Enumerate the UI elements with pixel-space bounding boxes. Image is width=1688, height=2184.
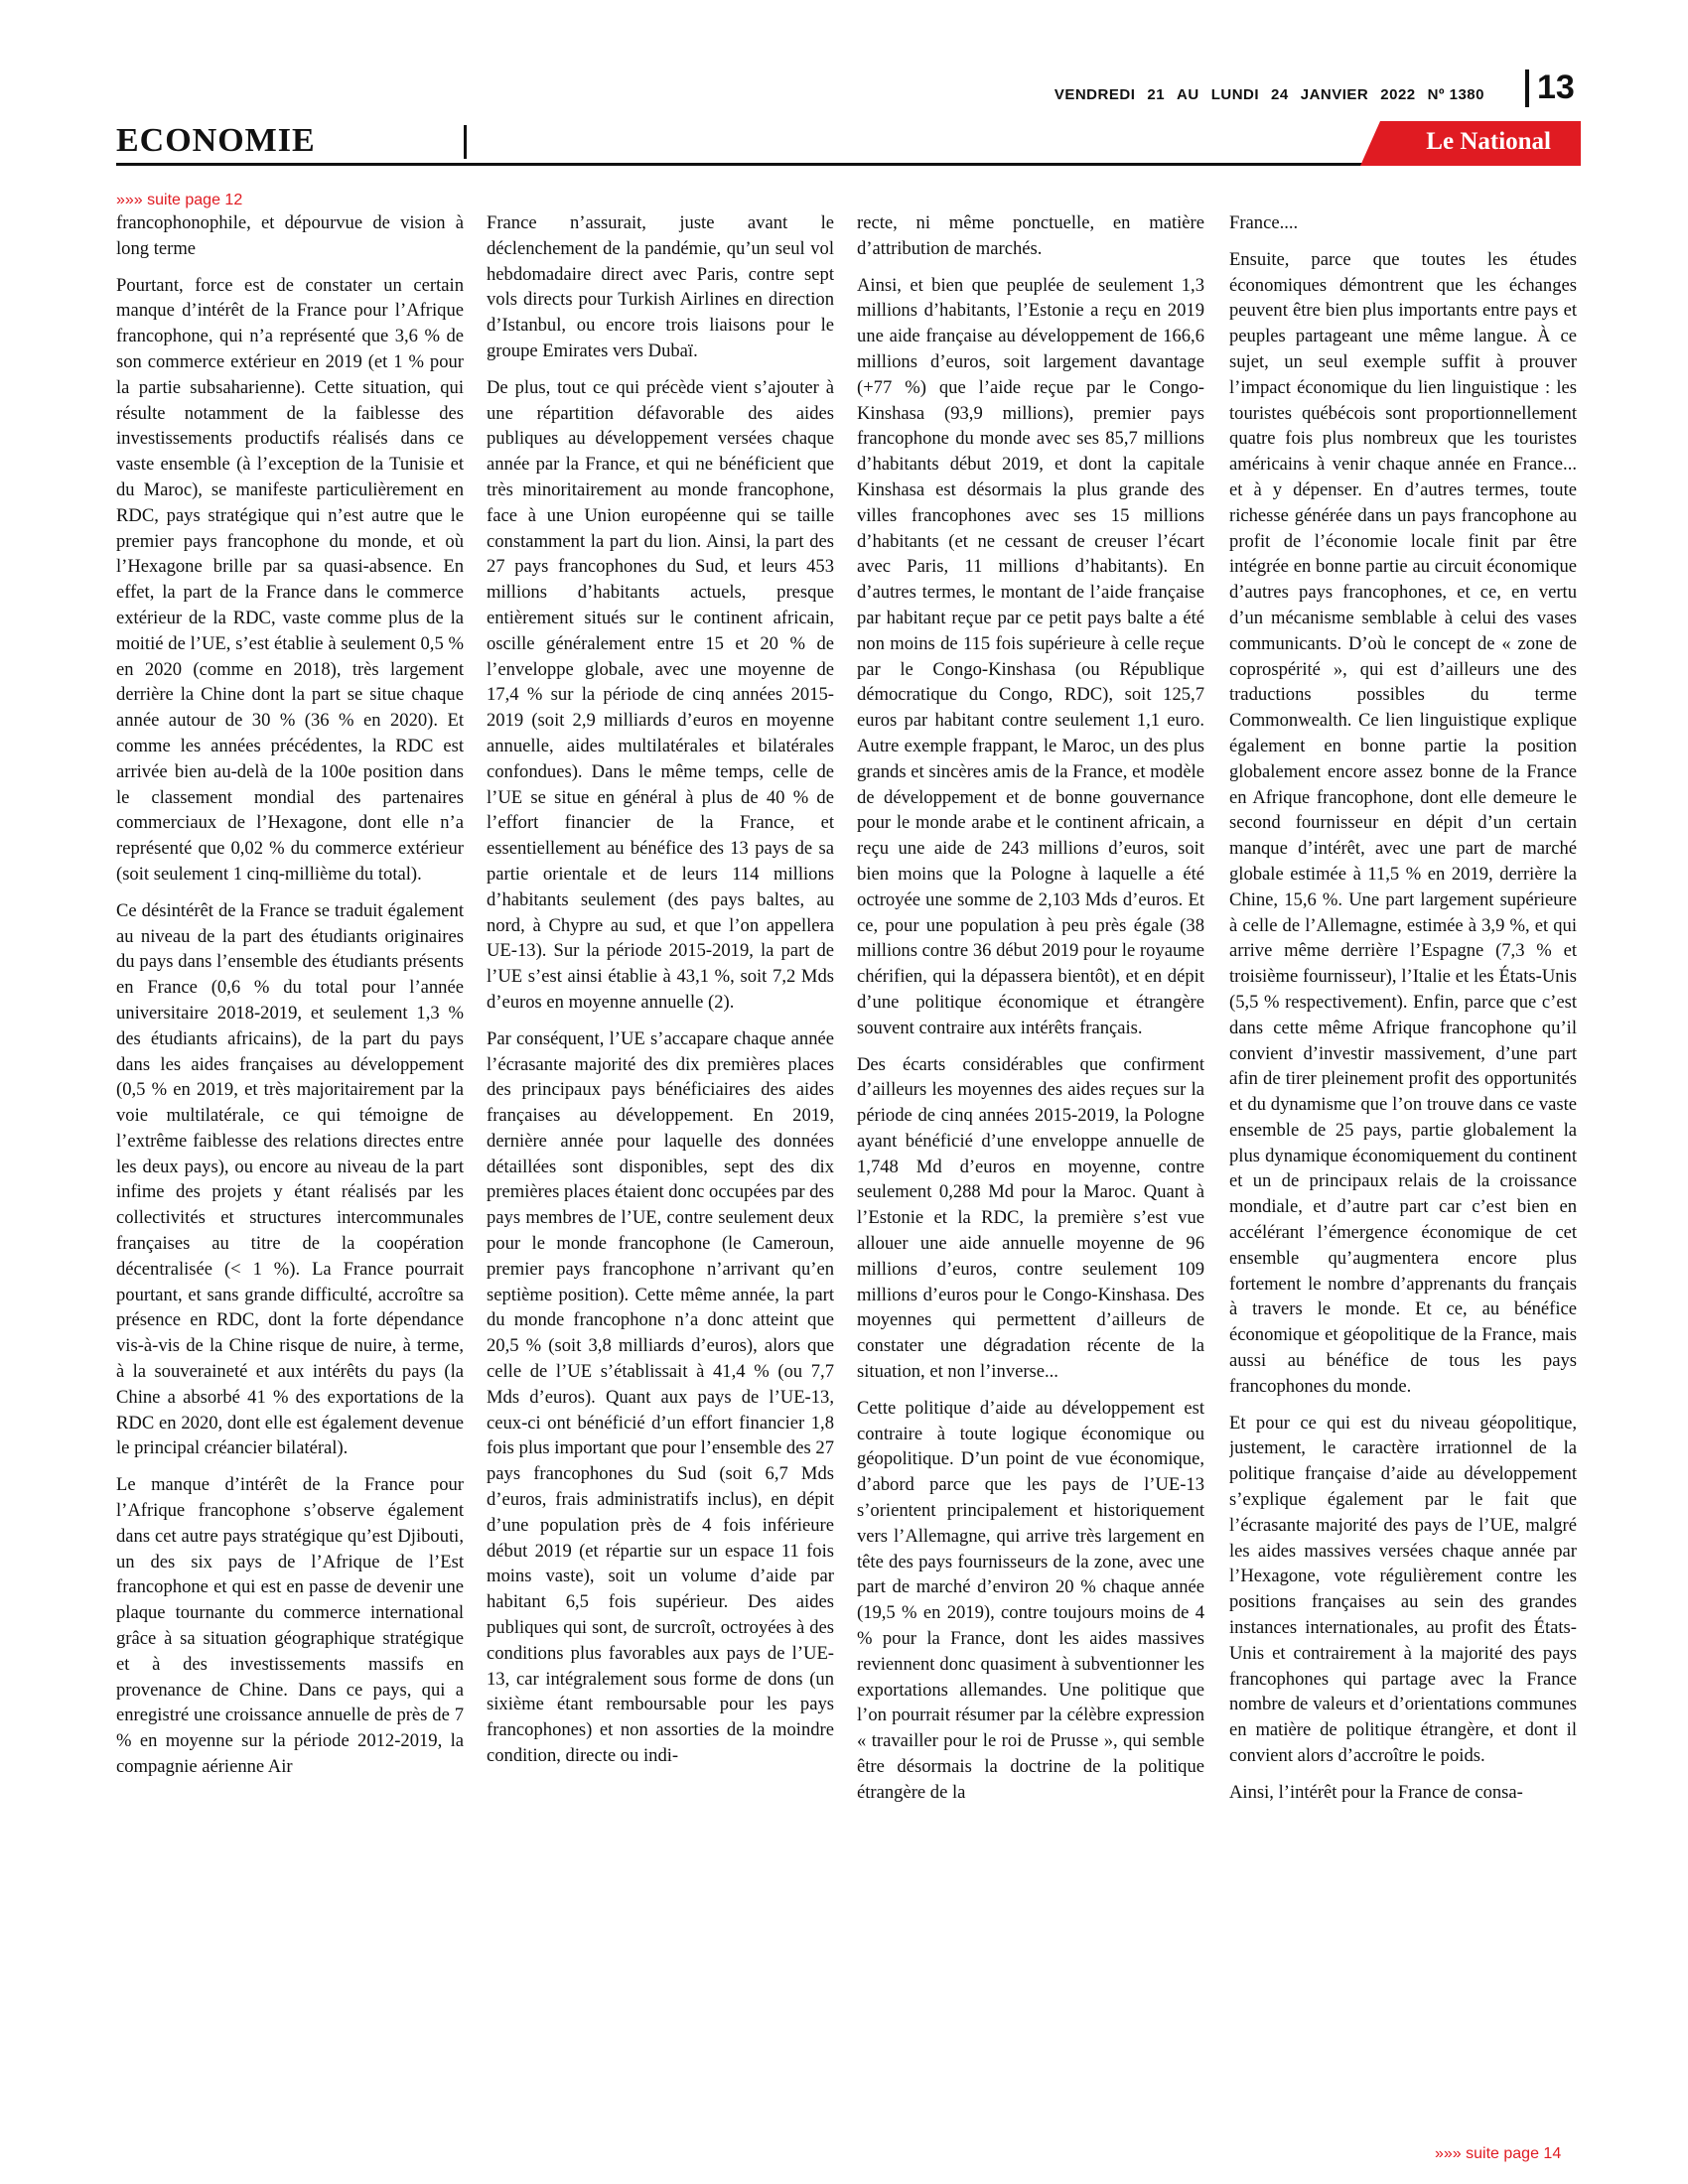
paragraph: Le manque d’intérêt de la France pour l’Afrique francophone s’observe également dans cet autre pays stratégique qu’est Djibouti, un des six pays de l’Afrique de l’Est francophone et qui est en passe de devenir une plaque tournante du commerce international grâce à sa situation géographique stratégique et à des investissements massifs en provenance de Chine. Dans ce pays, qui a enregistré une croissance annuelle de près de 7 % en moyenne sur la période 2012-2019, la compagnie aérienne Air [116, 1474, 464, 1778]
page-number: 13 [1537, 68, 1575, 106]
paragraph: France.... [1229, 212, 1299, 233]
year: 2022 [1380, 85, 1416, 103]
paragraph: Par conséquent, l’UE s’accapare chaque année l’écrasante majorité des dix premières places des principaux pays bénéficiaires des aides françaises au développement. En 2019, dernière année pour laquelle des données détaillées sont disponibles, sept des dix premières places étaient donc occupées par des pays membres de l’UE, contre seulement deux pour le monde francophone (le Cameroun, premier pays francophone n’arrivant qu’en septième position). Cette même année, la part du monde francophone n’a donc atteint que 20,5 % (soit 3,8 milliards d’euros), alors que celle de l’UE s’établissait à 41,4 % (ou 7,7 Mds d’euros). Quant aux pays de l’UE-13, ceux-ci ont bénéficié d’un effort financier 1,8 fois plus important que pour l’ensemble des 27 pays francophones du Sud (soit 6,7 Mds d’euros, frais administratifs inclus), en dépit d’une population près de 4 fois inférieure début 2019 (et répartie sur un espace 11 fois moins vaste), soit un volume d’aide par habitant 6,5 fois supérieur. Des aides publiques qui sont, de surcroît, octroyées à des conditions plus favorables aux pays de l’UE-13, car intégralement sous forme de dons (un sixième étant remboursable pour les pays francophones) et non assorties de la moindre condition, directe ou indi- [487, 1027, 834, 1767]
article-column-3 [857, 210, 1204, 2136]
paragraph: France n’assurait, juste avant le déclenchement de la pandémie, qu’un seul vol hebdomadaire direct avec Paris, contre sept vols directs pour Turkish Airlines en direction d’Istanbul, ou encore trois liaisons pour le groupe Emirates vers Dubaï. [487, 212, 834, 361]
paragraph: Ainsi, et bien que peuplée de seulement 1,3 millions d’habitants, l’Estonie a reçu en 2019 une aide française au développement de 166,6 millions d’euros, soit largement davantage (+77 %) que l’aide reçue par le Congo-Kinshasa (93,9 millions), premier pays francophone du monde avec ses 85,7 millions d’habitants début 2019, et dont la capitale Kinshasa est désormais la plus grande des villes francophones avec ses 15 millions d’habitants (et ne cessant de creuser l’écart avec Paris, 11 millions d’habitants). En d’autres termes, le montant de l’aide française par habitant reçue par ce petit pays balte a été non moins de 115 fois supérieure à celle reçue par le Congo-Kinshasa (ou République démocratique du Congo, RDC), soit 125,7 euros par habitant contre seulement 1,1 euro. Autre exemple frappant, le Maroc, un des plus grands et sincères amis de la France, et modèle de développement et de bonne gouvernance pour le monde arabe et le continent africain, a reçu une aide de 243 millions d’euros, soit bien moins que la Pologne à laquelle a été octroyée une somme de 2,103 Mds d’euros. Et ce, pour une population à peu près égale (38 millions contre 36 début 2019 pour le royaume chérifien, qui la dépassera bientôt), et en dépit d’une politique économique et étrangère souvent contraire aux intérêts français. [857, 274, 1204, 1038]
article-column-2 [487, 210, 834, 2136]
newspaper-name: Le National [1426, 128, 1551, 155]
paragraph: Ce désintérêt de la France se traduit également au niveau de la part des étudiants originaires du pays dans l’ensemble des étudiants présents en France (0,6 % du total pour l’année universitaire 2018-2019, et seulement 1,3 % des étudiants africains), de la part du pays dans les aides françaises au développement (0,5 % en 2019, et très majoritairement par la voie multilatérale, ce qui témoigne de l’extrême faiblesse des relations directes entre les deux pays), ou encore au niveau de la part infime des projets y étant réalisés par les collectivités et structures intercommunales françaises au titre de la coopération décentralisée (< 1 %). La France pourrait pourtant, et sans grande difficulté, accroître sa présence en RDC, dont la forte dépendance vis-à-vis de la Chine risque de nuire, à terme, à la souveraineté et aux intérêts du pays (la Chine a absorbé 41 % des exportations de la RDC en 2020, dont elle est également devenue le principal créancier bilatéral). [116, 899, 464, 1459]
page-number-divider [1525, 69, 1529, 107]
section-title: ECONOMIE [116, 122, 316, 159]
day-start: VENDREDI [1054, 85, 1136, 103]
paragraph: Ainsi, l’intérêt pour la France de consa- [1229, 1781, 1523, 1803]
day-end: LUNDI [1210, 85, 1260, 103]
section-header [116, 119, 1581, 165]
month: JANVIER [1300, 85, 1369, 103]
continued-from-label: »»» suite page 12 [116, 192, 243, 208]
date-end: 24 [1271, 85, 1289, 103]
paragraph: recte, ni même ponctuelle, en matière d’attribution de marchés. [857, 212, 1204, 259]
paragraph: francophonophile, et dépourvue de vision à long terme [116, 212, 464, 259]
issue-date-line [928, 79, 1484, 109]
date-connector: AU [1177, 85, 1199, 103]
article-column-4 [1229, 210, 1577, 2136]
issue-number: Nº 1380 [1427, 85, 1484, 103]
continued-on-label: »»» suite page 14 [1435, 2145, 1562, 2162]
section-title-divider [464, 125, 467, 159]
paragraph: Et pour ce qui est du niveau géopolitique, justement, le caractère irrationnel de la politique française d’aide au développement s’explique également par le fait que l’écrasante majorité des pays de l’UE, malgré les aides massives versées chaque année par l’Hexagone, vote régulièrement contre les positions françaises au sein des grandes instances internationales, au profit des États-Unis et contrairement à la majorité des pays francophones qui partage avec la France nombre de valeurs et d’orientations communes en matière de politique étrangère, et dont il convient alors d’accroître le poids. [1229, 1412, 1577, 1767]
paragraph: Cette politique d’aide au développement est contraire à toute logique économique ou géopolitique. D’un point de vue économique, d’abord parce que les pays de l’UE-13 s’orientent principalement et historiquement vers l’Allemagne, qui arrive très largement en tête des pays fournisseurs de la zone, avec une part de marché d’environ 20 % chaque année (19,5 % en 2019), contre toujours moins de 4 % pour la France, dont les aides massives reviennent donc quasiment à subventionner les exportations allemandes. Une politique que l’on pourrait résumer par la célèbre expression « travailler pour le roi de Prusse », qui semble être désormais la doctrine de la politique étrangère de la [857, 1397, 1204, 1803]
paragraph: De plus, tout ce qui précède vient s’ajouter à une répartition défavorable des aides publiques au développement versées chaque année par la France, et qui ne bénéficient que très minoritairement au monde francophone, face à une Union européenne qui se taille constamment la part du lion. Ainsi, la part des 27 pays francophones du Sud, et leurs 453 millions d’habitants actuels, presque entièrement situés sur le continent africain, oscille généralement entre 15 et 20 % de l’enveloppe globale, avec une moyenne de 17,4 % sur la période de cinq années 2015-2019 (soit 2,9 milliards d’euros en moyenne annuelle, aides multilatérales et bilatérales confondues). Dans le même temps, celle de l’UE se situe en général à plus de 40 % de l’effort financier de la France, et essentiellement au bénéfice des 13 pays de sa partie orientale et de leurs 114 millions d’habitants seulement (des pays baltes, au nord, à Chypre au sud, et que l’on appellera UE-13). Sur la période 2015-2019, la part de l’UE s’est ainsi établie à 43,1 %, soit 7,2 Mds d’euros en moyenne annuelle (2). [487, 376, 834, 1013]
article-column-1 [116, 210, 464, 2136]
date-start: 21 [1147, 85, 1166, 103]
paragraph: Pourtant, force est de constater un certain manque d’intérêt de la France pour l’Afrique francophone, qui n’a représenté que 3,6 % de son commerce extérieur en 2019 (et 1 % pour la partie subsaharienne). Cette situation, qui résulte notamment de la faiblesse des investissements productifs réalisés dans ce vaste ensemble (à l’exception de la Tunisie et du Maroc), se manifeste particulièrement en RDC, pays stratégique qui n’est autre que le premier pays francophone du monde, et où l’Hexagone brille par sa quasi-absence. En effet, la part de la France dans le commerce extérieur de la RDC, vaste comme plus de la moitié de l’UE, s’est établie à seulement 0,5 % en 2020 (comme en 2018), très largement derrière la Chine dont la part se situe chaque année autour de 30 % (36 % en 2020). Et comme les années précédentes, la RDC est arrivée bien au-delà de la 100e position dans le classement mondial des partenaires commerciaux de l’Hexagone, dont elle n’a représenté que 0,02 % du commerce extérieur (soit seulement 1 cinq-millième du total). [116, 274, 464, 885]
paragraph: Des écarts considérables que confirment d’ailleurs les moyennes des aides reçues sur la période de cinq années 2015-2019, la Pologne ayant bénéficié d’une enveloppe annuelle de 1,748 Md d’euros en moyenne, contre seulement 0,288 Md pour la Maroc. Quant à l’Estonie et la RDC, la première s’est vue allouer une aide annuelle moyenne de 96 millions d’euros, contre seulement 109 millions d’euros pour le Congo-Kinshasa. Des moyennes qui permettent d’ailleurs de constater une dégradation récente de la situation, et non l’inverse... [857, 1053, 1204, 1383]
paragraph: Ensuite, parce que toutes les études économiques démontrent que les échanges peuvent être bien plus importants entre pays et peuples partageant une même langue. À ce sujet, un seul exemple suffit à prouver l’impact économique du lien linguistique : les touristes québécois sont proportionnellement quatre fois plus nombreux que les touristes américains à venir chaque année en France... et à y dépenser. En d’autres termes, toute richesse générée dans un pays francophone au profit de l’économie locale finit par être intégrée en bonne partie au circuit économique d’autres pays francophones, et ce, en vertu d’un mécanisme semblable à celui des vases communicants. D’où le concept de « zone de coprospérité », qui est d’ailleurs une des traductions possibles du terme Commonwealth. Ce lien linguistique explique également en bonne partie la position globalement encore assez bonne de la France en Afrique francophone, dont elle demeure le second fournisseur en dépit d’un certain manque d’intérêt, avec une part de marché globale estimée à 11,5 % en 2019, derrière la Chine, 15,6 %. Une part largement supérieure à celle de l’Allemagne, estimée à 3,9 %, et qui arrive même derrière l’Espagne (7,3 % et troisième fournisseur), l’Italie et les États-Unis (5,5 % respectivement). Enfin, parce que c’est dans cette même Afrique francophone qu’il convient d’investir massivement, d’une part afin de tirer pleinement profit des opportunités et du dynamisme que l’on trouve dans ce vaste ensemble de 25 pays, partie globalement la plus dynamique économiquement du continent et un de principaux relais de la croissance mondiale, et d’autre part car c’est bien en accélérant l’émergence économique de cet ensemble qu’augmentera encore plus fortement le nombre d’apprenants du français à travers le monde. Et ce, au bénéfice économique et géopolitique de la France, mais aussi au bénéfice de tous les pays francophones du monde. [1229, 248, 1577, 1397]
